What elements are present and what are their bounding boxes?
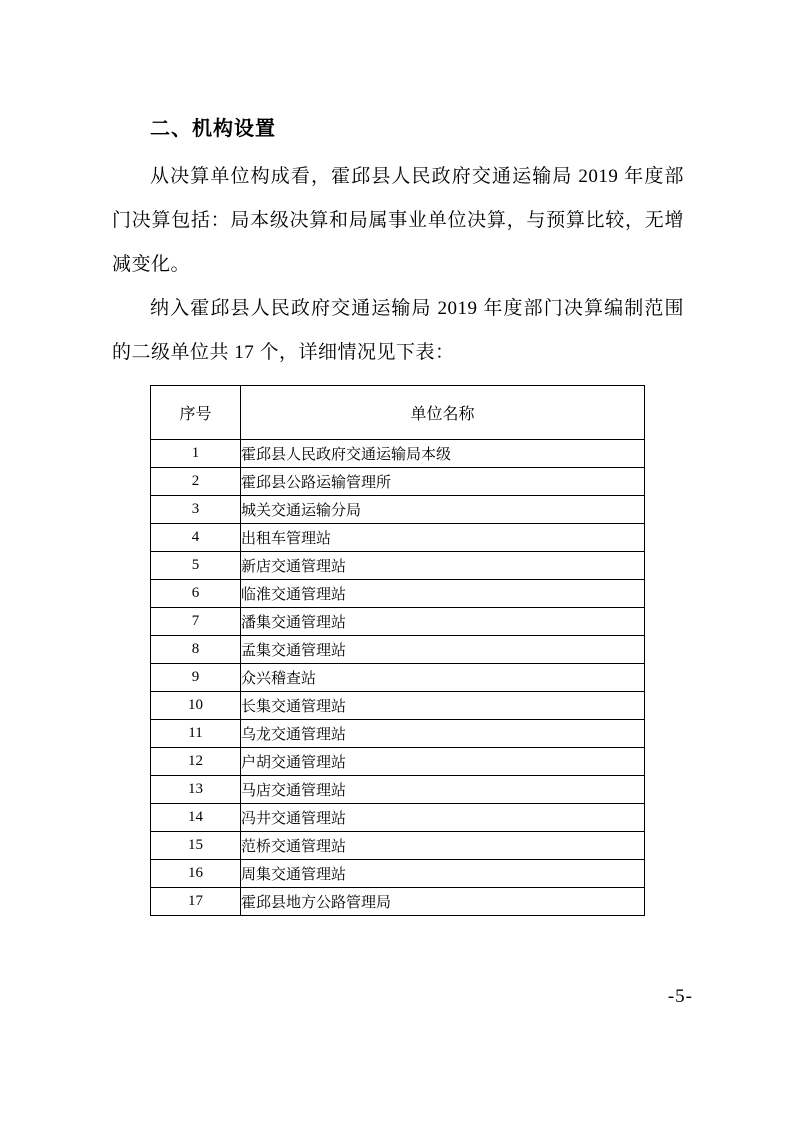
table-row [151, 748, 645, 776]
cell-index: 12 [151, 748, 241, 776]
table-row [151, 552, 645, 580]
cell-index: 9 [151, 664, 241, 692]
section-heading: 二、机构设置 [150, 118, 276, 140]
cell-index: 2 [151, 468, 241, 496]
cell-index: 17 [151, 888, 241, 916]
cell-unit-name: 出租车管理站 [241, 524, 645, 552]
table-row [151, 496, 645, 524]
cell-index: 11 [151, 720, 241, 748]
table-row [151, 636, 645, 664]
cell-index: 5 [151, 552, 241, 580]
cell-unit-name: 冯井交通管理站 [241, 804, 645, 832]
table-row [151, 860, 645, 888]
paragraph-budget-composition: 从决算单位构成看，霍邱县人民政府交通运输局 2019 年度部门决算包括：局本级决算和局属事业单位决算，与预算比较，无增减变化。 [112, 166, 684, 275]
cell-index: 15 [151, 832, 241, 860]
table-row [151, 440, 645, 468]
cell-index: 3 [151, 496, 241, 524]
cell-unit-name: 乌龙交通管理站 [241, 720, 645, 748]
table-row [151, 720, 645, 748]
header-unit-name: 单位名称 [241, 386, 645, 440]
cell-index: 7 [151, 608, 241, 636]
units-table-wrapper [150, 385, 684, 916]
cell-unit-name: 马店交通管理站 [241, 776, 645, 804]
cell-unit-name: 霍邱县地方公路管理局 [241, 888, 645, 916]
header-index: 序号 [151, 386, 241, 440]
cell-unit-name: 临淮交通管理站 [241, 580, 645, 608]
table-header-row [151, 386, 645, 440]
table-row [151, 692, 645, 720]
table-row [151, 664, 645, 692]
cell-unit-name: 户胡交通管理站 [241, 748, 645, 776]
cell-index: 16 [151, 860, 241, 888]
cell-index: 13 [151, 776, 241, 804]
cell-index: 1 [151, 440, 241, 468]
cell-index: 6 [151, 580, 241, 608]
page-number: -5- [667, 986, 693, 1007]
cell-index: 14 [151, 804, 241, 832]
cell-unit-name: 众兴稽查站 [241, 664, 645, 692]
cell-index: 4 [151, 524, 241, 552]
cell-unit-name: 周集交通管理站 [241, 860, 645, 888]
table-row [151, 804, 645, 832]
units-table [150, 385, 645, 916]
cell-index: 8 [151, 636, 241, 664]
cell-unit-name: 潘集交通管理站 [241, 608, 645, 636]
cell-index: 10 [151, 692, 241, 720]
cell-unit-name: 霍邱县人民政府交通运输局本级 [241, 440, 645, 468]
cell-unit-name: 孟集交通管理站 [241, 636, 645, 664]
cell-unit-name: 城关交通运输分局 [241, 496, 645, 524]
document-content [112, 112, 684, 916]
table-row [151, 608, 645, 636]
cell-unit-name: 新店交通管理站 [241, 552, 645, 580]
table-row [151, 524, 645, 552]
cell-unit-name: 范桥交通管理站 [241, 832, 645, 860]
table-row [151, 832, 645, 860]
table-row [151, 888, 645, 916]
paragraph-units-intro: 纳入霍邱县人民政府交通运输局 2019 年度部门决算编制范围的二级单位共 17 个，详细情况见下表： [112, 298, 684, 363]
table-row [151, 776, 645, 804]
table-row [151, 580, 645, 608]
cell-unit-name: 霍邱县公路运输管理所 [241, 468, 645, 496]
table-row [151, 468, 645, 496]
cell-unit-name: 长集交通管理站 [241, 692, 645, 720]
